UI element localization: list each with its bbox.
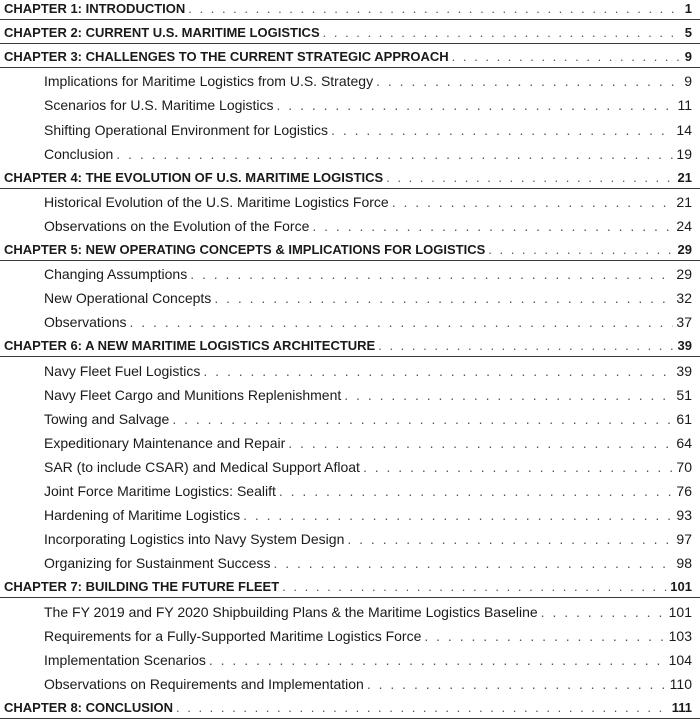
dot-leader xyxy=(541,604,666,620)
dot-leader xyxy=(367,676,667,692)
dot-leader xyxy=(209,652,666,668)
toc-entry-title: Implications for Maritime Logistics from U.S. Strategy xyxy=(44,73,374,90)
dot-leader xyxy=(203,363,673,379)
toc-entry-title: Navy Fleet Cargo and Munitions Replenishment xyxy=(44,386,342,403)
toc-chapter-row xyxy=(0,335,700,357)
toc-entry-title: Organizing for Sustainment Success xyxy=(44,555,271,572)
toc-entry-title: New Operational Concepts xyxy=(44,290,212,307)
toc-entry-title: Incorporating Logistics into Navy System Design xyxy=(44,531,345,548)
toc-entry-title: Observations on Requirements and Implementation xyxy=(44,675,364,692)
toc-page-number: 103 xyxy=(668,627,692,644)
toc-section-row xyxy=(0,504,700,526)
toc-entry-title: SAR (to include CSAR) and Medical Support Afloat xyxy=(44,458,360,475)
dot-leader xyxy=(344,387,673,403)
toc-page-number: 97 xyxy=(676,531,692,548)
toc-chapter-row xyxy=(0,0,700,20)
toc-page-number: 39 xyxy=(676,362,692,379)
toc-page-number: 21 xyxy=(677,169,692,185)
toc-page-number: 32 xyxy=(676,290,692,307)
dot-leader xyxy=(323,25,682,40)
dot-leader xyxy=(188,1,681,16)
toc-page-number: 70 xyxy=(676,458,692,475)
dot-leader xyxy=(378,338,674,353)
toc-page-number: 29 xyxy=(677,242,692,257)
dot-leader xyxy=(273,555,673,571)
dot-leader xyxy=(347,531,673,547)
toc-chapter-row xyxy=(0,239,700,261)
toc-section-row xyxy=(0,215,700,237)
toc-page-number: 101 xyxy=(670,579,692,595)
toc-section-row xyxy=(0,360,700,382)
toc-page-number: 61 xyxy=(676,410,692,427)
toc-section-row xyxy=(0,480,700,502)
toc-section-row xyxy=(0,287,700,309)
toc-page-number: 1 xyxy=(684,1,692,16)
toc-entry-title: Scenarios for U.S. Maritime Logistics xyxy=(44,97,274,114)
toc-page-number: 51 xyxy=(676,386,692,403)
dot-leader xyxy=(190,266,673,282)
toc-entry-title: Expeditionary Maintenance and Repair xyxy=(44,434,286,451)
toc-section-row xyxy=(0,601,700,623)
toc-entry-title: Navy Fleet Fuel Logistics xyxy=(44,362,201,379)
dot-leader xyxy=(331,122,673,138)
toc-entry-title: Requirements for a Fully-Supported Maritime Logistics Force xyxy=(44,627,422,644)
toc-section-row xyxy=(0,456,700,478)
toc-page-number: 64 xyxy=(676,434,692,451)
toc-page-number: 19 xyxy=(676,145,692,162)
toc-section-row xyxy=(0,70,700,92)
toc-page-number: 9 xyxy=(684,73,692,90)
toc-page-number: 104 xyxy=(668,651,692,668)
toc-section-row xyxy=(0,191,700,213)
dot-leader xyxy=(424,628,665,644)
dot-leader xyxy=(277,97,675,113)
toc-chapter-row xyxy=(0,576,700,598)
toc-entry-title: CHAPTER 3: CHALLENGES TO THE CURRENT STRATEGIC APPROACH xyxy=(4,49,449,65)
dot-leader xyxy=(129,314,673,330)
dot-leader xyxy=(282,579,667,594)
toc-section-row xyxy=(0,673,700,695)
toc-entry-title: Conclusion xyxy=(44,145,114,162)
dot-leader xyxy=(176,700,669,715)
toc-page-number: 9 xyxy=(684,49,692,65)
toc-page-number: 101 xyxy=(668,603,692,620)
dot-leader xyxy=(312,218,673,234)
toc-entry-title: Implementation Scenarios xyxy=(44,651,206,668)
toc-entry-title: The FY 2019 and FY 2020 Shipbuilding Plans & the Maritime Logistics Baseline xyxy=(44,603,538,620)
dot-leader xyxy=(488,242,674,257)
toc-chapter-row xyxy=(0,167,700,189)
dot-leader xyxy=(452,49,682,64)
toc-section-row xyxy=(0,94,700,116)
dot-leader xyxy=(386,170,674,185)
toc-chapter-row xyxy=(0,46,700,68)
toc-page-number: 11 xyxy=(677,97,692,114)
toc-entry-title: CHAPTER 5: NEW OPERATING CONCEPTS & IMPLICATIONS FOR LOGISTICS xyxy=(4,242,486,257)
toc-page-number: 98 xyxy=(676,555,692,572)
toc-section-row xyxy=(0,384,700,406)
dot-leader xyxy=(376,73,681,89)
toc-entry-title: Towing and Salvage xyxy=(44,410,170,427)
toc-page-number: 37 xyxy=(676,314,692,331)
toc-section-row xyxy=(0,143,700,165)
toc-entry-title: Joint Force Maritime Logistics: Sealift xyxy=(44,483,276,499)
toc-page-number: 21 xyxy=(676,193,692,210)
toc-page-number: 24 xyxy=(676,217,692,234)
dot-leader xyxy=(172,411,673,427)
toc-entry-title: CHAPTER 2: CURRENT U.S. MARITIME LOGISTICS xyxy=(4,25,320,41)
toc-page-number: 76 xyxy=(676,483,692,499)
dot-leader xyxy=(288,435,673,451)
toc-page-number: 5 xyxy=(684,25,692,41)
toc-page-number: 39 xyxy=(677,338,692,354)
toc-entry-title: Observations xyxy=(44,314,127,331)
toc-entry-title: Changing Assumptions xyxy=(44,266,188,283)
toc-entry-title: Shifting Operational Environment for Logistics xyxy=(44,121,329,138)
toc-section-row xyxy=(0,552,700,574)
toc-page-number: 111 xyxy=(671,699,692,715)
toc-section-row xyxy=(0,408,700,430)
toc-section-row xyxy=(0,311,700,333)
toc-section-row xyxy=(0,625,700,647)
toc-entry-title: Historical Evolution of the U.S. Maritime Logistics Force xyxy=(44,193,389,210)
toc-section-row xyxy=(0,649,700,671)
toc-entry-title: Observations on the Evolution of the Force xyxy=(44,217,310,234)
toc-page-number: 29 xyxy=(676,266,692,283)
toc-chapter-row xyxy=(0,697,700,719)
dot-leader xyxy=(392,194,674,210)
toc-page-number: 110 xyxy=(669,675,692,692)
toc-section-row xyxy=(0,263,700,285)
dot-leader xyxy=(363,459,673,475)
toc-page-number: 93 xyxy=(676,507,692,524)
toc-entry-title: CHAPTER 6: A NEW MARITIME LOGISTICS ARCHITECTURE xyxy=(4,338,376,354)
dot-leader xyxy=(214,290,673,306)
toc-page-number: 14 xyxy=(676,121,692,138)
toc-section-row xyxy=(0,528,700,550)
toc-entry-title: CHAPTER 4: THE EVOLUTION OF U.S. MARITIME LOGISTICS xyxy=(4,169,384,185)
toc-section-row xyxy=(0,432,700,454)
toc-entry-title: CHAPTER 1: INTRODUCTION xyxy=(4,1,186,16)
toc-section-row xyxy=(0,119,700,141)
toc-entry-title: CHAPTER 7: BUILDING THE FUTURE FLEET xyxy=(4,579,280,595)
toc-entry-title: Hardening of Maritime Logistics xyxy=(44,507,241,524)
dot-leader xyxy=(279,483,674,499)
dot-leader xyxy=(243,507,673,523)
dot-leader xyxy=(116,146,673,162)
toc-entry-title: CHAPTER 8: CONCLUSION xyxy=(4,699,174,715)
toc-chapter-row xyxy=(0,22,700,44)
